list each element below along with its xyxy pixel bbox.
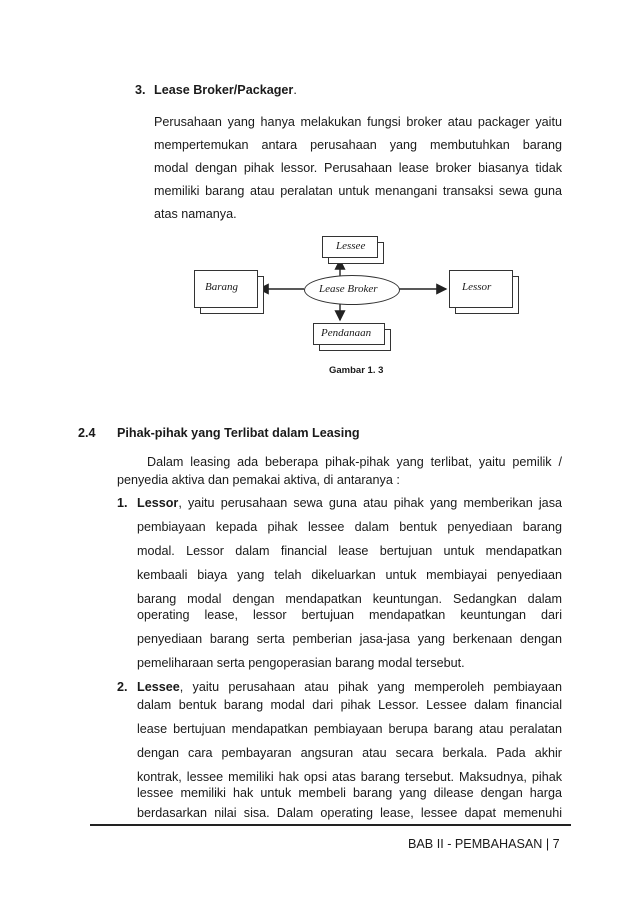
list-item-first-line <box>137 495 562 511</box>
pendanaan-box <box>313 323 385 345</box>
paragraph-line: mempertemukan antara perusahaan yang membutuhkan barang <box>154 138 562 152</box>
intro-line: penyedia aktiva dan pemakai aktiva, di antaranya : <box>117 473 400 487</box>
page-footer: BAB II - PEMBAHASAN | 7 <box>408 837 560 851</box>
list-number: 1. <box>117 496 128 510</box>
list-item-line: penyediaan barang serta pemberian jasa-jasa yang berkenaan dengan <box>137 632 562 646</box>
lessor-label: Lessor <box>462 281 492 293</box>
list-item-line: barang modal dengan mendapatkan keuntungan. Sedangkan dalam <box>137 592 562 606</box>
list-item-line: kontrak, lessee memiliki hak opsi atas barang tersebut. Maksudnya, pihak <box>137 770 562 784</box>
heading-punct: . <box>293 83 297 97</box>
lessee-box <box>322 236 378 258</box>
paragraph-line: modal dengan pihak lessor. Perusahaan lease broker biasanya tidak <box>154 161 562 175</box>
paragraph-line: memiliki barang atau peralatan untuk menangani transaksi sewa guna <box>154 184 562 198</box>
pendanaan-label: Pendanaan <box>321 327 372 339</box>
lessor-box <box>449 270 513 308</box>
list-term-rest: , yaitu perusahaan atau pihak yang memperoleh pembiayaan <box>179 680 562 694</box>
figure-caption: Gambar 1. 3 <box>329 365 384 376</box>
lease-broker-label: Lease Broker <box>319 283 378 295</box>
list-term: Lessor <box>137 496 179 510</box>
paragraph-line: Perusahaan yang hanya melakukan fungsi broker atau packager yaitu <box>154 115 562 129</box>
list-item-line: operating lease, lessor bertujuan mendapatkan keuntungan dari <box>137 608 562 622</box>
list-item-line: dengan cara pembayaran angsuran atau secara berkala. Pada akhir <box>137 746 562 760</box>
paragraph-line: atas namanya. <box>154 207 237 221</box>
list-item-line: berdasarkan nilai sisa. Dalam operating lease, lessee dapat memenuhi <box>137 806 562 820</box>
list-item-line: modal. Lessor dalam financial lease bertujuan untuk mendapatkan <box>137 544 562 558</box>
list-term-rest: , yaitu perusahaan sewa guna atau pihak yang memberikan jasa <box>178 496 562 510</box>
lease-broker-ellipse <box>304 275 400 305</box>
list-item-line: pembiayaan kepada pihak lessee dalam bentuk penyediaan barang <box>137 520 562 534</box>
heading-term: Lease Broker/Packager <box>154 83 294 97</box>
footer-divider <box>90 824 571 826</box>
list-item-line: lease bertujuan mendapatkan pembiayaan berupa barang atau peralatan <box>137 722 562 736</box>
lessee-label: Lessee <box>336 240 366 252</box>
list-number: 3. <box>135 83 146 97</box>
list-item-line: kembaali biaya yang telah dikeluarkan untuk membiayai penyediaan <box>137 568 562 582</box>
barang-box <box>194 270 258 308</box>
section-title: Pihak-pihak yang Terlibat dalam Leasing <box>117 426 360 440</box>
section-number: 2.4 <box>78 426 96 440</box>
barang-label: Barang <box>205 281 238 293</box>
list-number: 2. <box>117 680 128 694</box>
list-item-first-line <box>137 679 562 695</box>
list-item-line: pemeliharaan serta pengoperasian barang modal tersebut. <box>137 656 465 670</box>
list-term: Lessee <box>137 680 180 694</box>
list-item-line: dalam bentuk barang modal dari pihak Lessor. Lessee dalam financial <box>137 698 562 712</box>
list-item-line: lessee memiliki hak untuk membeli barang yang dilease dengan harga <box>137 786 562 800</box>
intro-line: Dalam leasing ada beberapa pihak-pihak yang terlibat, yaitu pemilik / <box>147 455 562 469</box>
